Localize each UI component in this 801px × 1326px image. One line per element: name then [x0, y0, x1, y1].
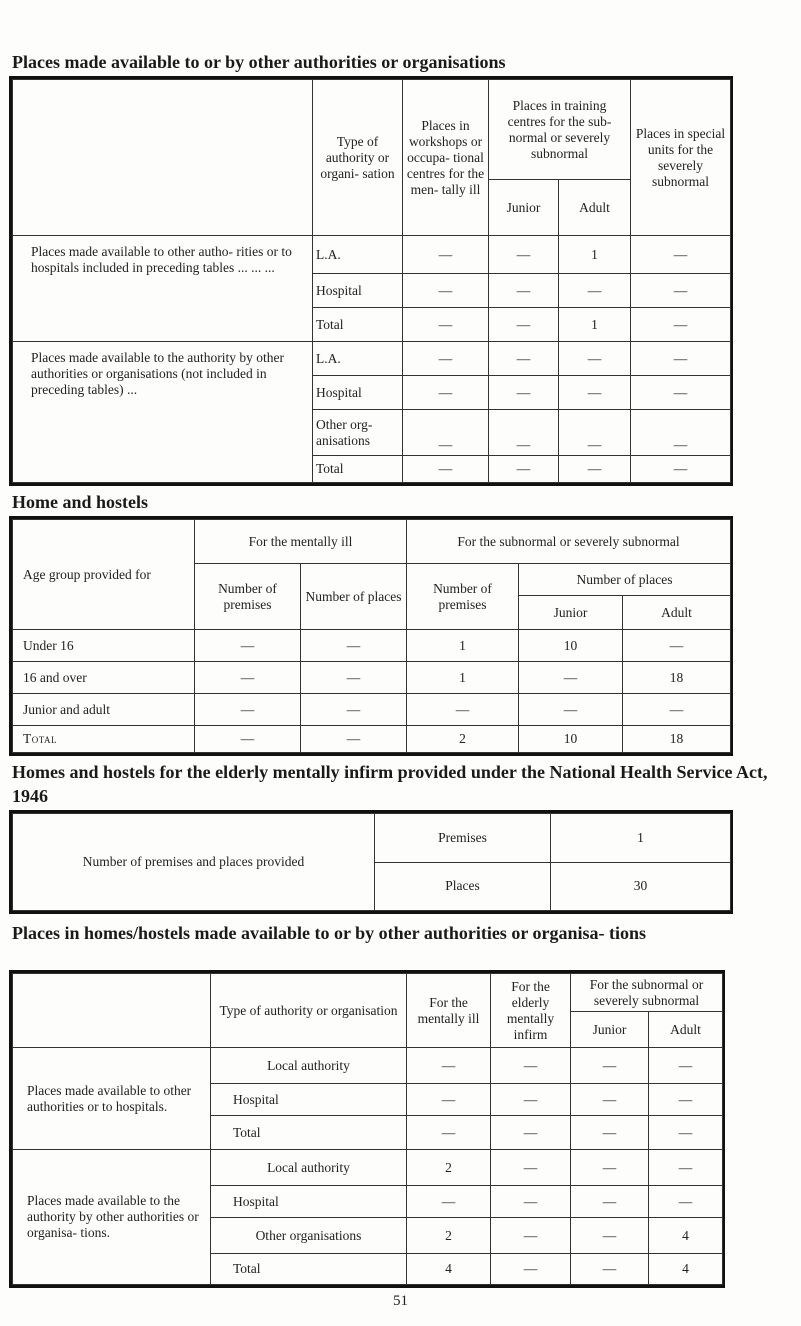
section2-cell: 18	[623, 662, 731, 694]
section1-cell: —	[559, 274, 631, 308]
section1-cell: —	[403, 376, 489, 410]
section2-cell: —	[407, 694, 519, 726]
section4-title: Places in homes/hostels made available to or by other authorities or organisa- tions	[12, 923, 646, 943]
section2-cell: 1	[407, 630, 519, 662]
section4-cell: 4	[649, 1218, 723, 1254]
section4-header-type: Type of authority or organisation	[211, 974, 407, 1048]
section4-cell: —	[571, 1084, 649, 1116]
section2-row-age: 16 and over	[13, 662, 195, 694]
section1-cell: —	[489, 236, 559, 274]
section2-header-places-group: Number of places	[519, 564, 731, 596]
section3-premises-label: Premises	[375, 814, 551, 863]
section2-cell: 18	[623, 726, 731, 753]
section2-cell: —	[195, 630, 301, 662]
section2-cell: —	[623, 694, 731, 726]
section1-row-type: Hospital	[313, 274, 403, 308]
section1-cell: —	[631, 410, 731, 456]
section1-cell: —	[403, 308, 489, 342]
section1-cell: —	[631, 456, 731, 483]
section4-cell: —	[571, 1186, 649, 1218]
section3-table-frame	[9, 810, 733, 914]
section1-group2-label: Places made available to the authority by other authorities or organisations (not included in preceding tables) ...	[13, 342, 313, 483]
section1-cell: —	[631, 342, 731, 376]
section4-header-adult: Adult	[649, 1012, 723, 1048]
section4-cell: —	[407, 1084, 491, 1116]
section4-cell: —	[571, 1048, 649, 1084]
section4-group1-label: Places made available to other authorities or to hospitals.	[13, 1048, 211, 1150]
section1-header-blank	[13, 80, 313, 236]
section4-table	[12, 973, 723, 1285]
section2-title: Home and hostels	[12, 492, 149, 512]
section1-cell: —	[403, 456, 489, 483]
section4-cell: —	[491, 1084, 571, 1116]
section3-places-value: 30	[551, 862, 731, 911]
section2-row-age: Under 16	[13, 630, 195, 662]
section1-cell: —	[559, 456, 631, 483]
section2-header-junior: Junior	[519, 596, 623, 630]
section4-table-frame	[9, 970, 725, 1288]
section1-cell: —	[489, 410, 559, 456]
section1-cell: —	[631, 236, 731, 274]
section1-row-type: Total	[313, 308, 403, 342]
section4-header-junior: Junior	[571, 1012, 649, 1048]
section2-cell: —	[301, 694, 407, 726]
section2-cell: —	[301, 630, 407, 662]
section3-title: Homes and hostels for the elderly mentally infirm provided under the National Health Service Act, 1946	[12, 762, 768, 806]
section1-cell: —	[631, 274, 731, 308]
section2-row-age: Total	[13, 726, 195, 753]
section1-header-special: Places in special units for the severely subnormal	[631, 80, 731, 236]
section2-cell: —	[301, 726, 407, 753]
section4-cell: —	[491, 1218, 571, 1254]
section4-header-elderly: For the elderly mentally infirm	[491, 974, 571, 1048]
section1-cell: 1	[559, 236, 631, 274]
section4-cell: —	[407, 1116, 491, 1150]
section4-row-type: Other organisations	[211, 1218, 407, 1254]
section1-header-training: Places in training centres for the sub-normal or severely subnormal	[489, 80, 631, 180]
section2-row-age: Junior and adult	[13, 694, 195, 726]
section1-row-type: Total	[313, 456, 403, 483]
section2-header-mentally-ill: For the mentally ill	[195, 520, 407, 564]
section4-row-type: Hospital	[211, 1084, 407, 1116]
section1-header-type: Type of authority or organi- sation	[313, 80, 403, 236]
section2-header-sn-premises: Number of premises	[407, 564, 519, 630]
section1-title: Places made available to or by other authorities or organisations	[12, 52, 506, 72]
section2-cell: 10	[519, 726, 623, 753]
section1-header-junior: Junior	[489, 180, 559, 236]
section4-row-type: Total	[211, 1116, 407, 1150]
section2-cell: 2	[407, 726, 519, 753]
section2-header-mi-places: Number of places	[301, 564, 407, 630]
section4-cell: 2	[407, 1218, 491, 1254]
section4-row-type: Local authority	[211, 1150, 407, 1186]
section1-table-frame	[9, 76, 733, 486]
section1-cell: —	[631, 308, 731, 342]
section1-group1-label: Places made available to other autho- rities or to hospitals included in preceding tables ... ... ...	[13, 236, 313, 342]
section4-cell: —	[407, 1186, 491, 1218]
section4-cell: —	[571, 1254, 649, 1285]
section2-table-frame	[9, 516, 733, 756]
section4-cell: —	[649, 1186, 723, 1218]
section1-cell: —	[559, 410, 631, 456]
section2-cell: —	[195, 726, 301, 753]
section4-cell: —	[649, 1084, 723, 1116]
section1-row-type: L.A.	[313, 342, 403, 376]
section4-header-subnormal: For the subnormal or severely subnormal	[571, 974, 723, 1012]
section4-cell: 4	[407, 1254, 491, 1285]
section2-header-adult: Adult	[623, 596, 731, 630]
section2-header-mi-premises: Number of premises	[195, 564, 301, 630]
section2-cell: 1	[407, 662, 519, 694]
section3-label: Number of premises and places provided	[13, 814, 375, 911]
section2-table	[12, 519, 731, 753]
section2-cell: —	[623, 630, 731, 662]
section4-cell: 4	[649, 1254, 723, 1285]
section4-cell: 2	[407, 1150, 491, 1186]
section4-cell: —	[491, 1186, 571, 1218]
section1-cell: —	[403, 410, 489, 456]
section1-cell: —	[631, 376, 731, 410]
section1-row-type: Hospital	[313, 376, 403, 410]
section3-places-label: Places	[375, 862, 551, 911]
section4-cell: —	[649, 1048, 723, 1084]
section4-cell: —	[491, 1116, 571, 1150]
section2-cell: —	[301, 662, 407, 694]
section1-cell: 1	[559, 308, 631, 342]
section2-cell: 10	[519, 630, 623, 662]
section4-cell: —	[571, 1116, 649, 1150]
section1-table	[12, 79, 731, 483]
section4-row-type: Local authority	[211, 1048, 407, 1084]
section1-cell: —	[489, 342, 559, 376]
section1-cell: —	[489, 376, 559, 410]
section4-header-mentally-ill: For the mentally ill	[407, 974, 491, 1048]
section3-table	[12, 813, 731, 911]
section2-cell: —	[519, 662, 623, 694]
section4-row-type: Total	[211, 1254, 407, 1285]
section4-cell: —	[649, 1116, 723, 1150]
section2-cell: —	[195, 662, 301, 694]
section1-row-type: L.A.	[313, 236, 403, 274]
page-number: 51	[393, 1293, 408, 1309]
section2-header-age: Age group provided for	[13, 520, 195, 630]
section4-cell: —	[571, 1218, 649, 1254]
section4-cell: —	[491, 1048, 571, 1084]
section1-cell: —	[489, 274, 559, 308]
section2-header-subnormal: For the subnormal or severely subnormal	[407, 520, 731, 564]
section4-cell: —	[491, 1254, 571, 1285]
section1-cell: —	[489, 456, 559, 483]
section1-cell: —	[403, 236, 489, 274]
section2-cell: —	[519, 694, 623, 726]
section1-cell: —	[403, 274, 489, 308]
section2-cell: —	[195, 694, 301, 726]
section1-row-type: Other org- anisations	[313, 410, 403, 456]
section4-cell: —	[407, 1048, 491, 1084]
section1-cell: —	[559, 376, 631, 410]
section1-header-workshops: Places in workshops or occupa- tional centres for the men- tally ill	[403, 80, 489, 236]
section4-header-blank	[13, 974, 211, 1048]
section4-cell: —	[649, 1150, 723, 1186]
section4-cell: —	[491, 1150, 571, 1186]
section1-cell: —	[403, 342, 489, 376]
section1-cell: —	[489, 308, 559, 342]
section1-header-adult: Adult	[559, 180, 631, 236]
section1-cell: —	[559, 342, 631, 376]
section4-cell: —	[571, 1150, 649, 1186]
section4-group2-label: Places made available to the authority by other authorities or organisa- tions.	[13, 1150, 211, 1285]
section4-row-type: Hospital	[211, 1186, 407, 1218]
section3-premises-value: 1	[551, 814, 731, 863]
